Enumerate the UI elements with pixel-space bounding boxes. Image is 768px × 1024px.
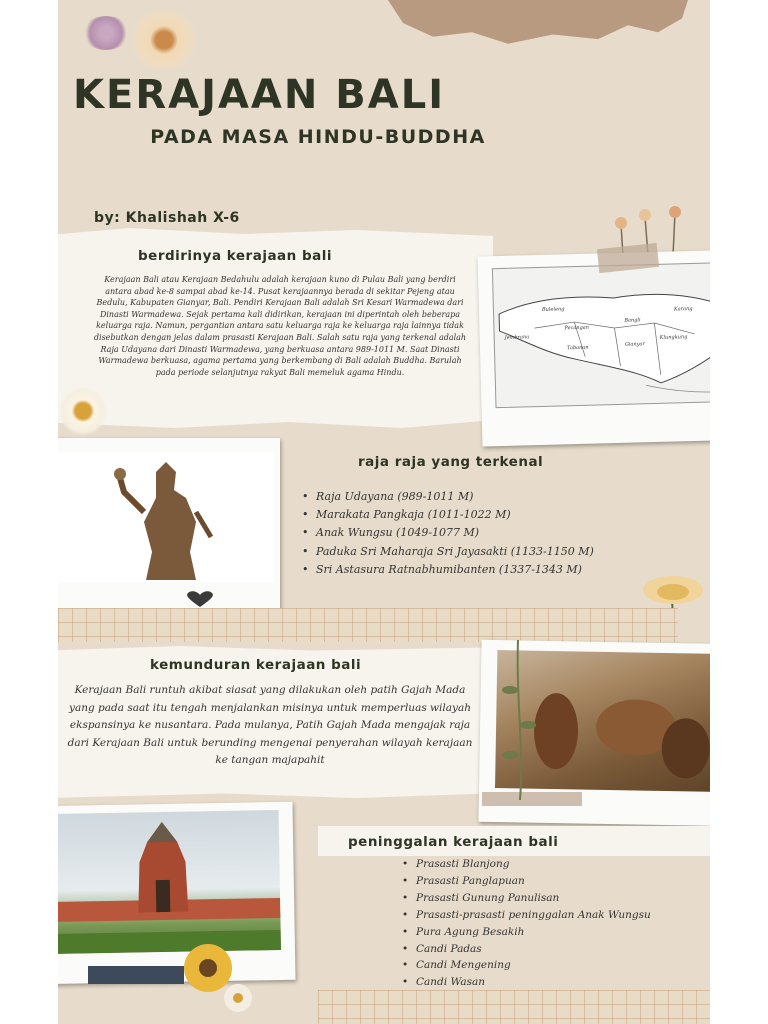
- list-item: • Anak Wungsu (1049-1077 M): [302, 524, 594, 542]
- page-title: KERAJAAN BALI: [73, 72, 446, 118]
- raja-list: [302, 488, 594, 579]
- sunflower-icon: [168, 938, 258, 1018]
- statue-image: [58, 452, 274, 582]
- page-subtitle: PADA MASA HINDU-BUDDHA: [150, 126, 486, 148]
- bali-map-image: [492, 262, 710, 408]
- torn-paper-decoration: [388, 0, 688, 46]
- list-item: • Sri Astasura Ratnabhumibanten (1337-1343 M): [302, 561, 594, 579]
- heart-icon: [185, 590, 215, 608]
- list-item: • Marakata Pangkaja (1011-1022 M): [302, 506, 594, 524]
- map-label: Klungkung: [659, 334, 688, 341]
- daisy-flower-icon: [128, 10, 200, 70]
- list-item: • Candi Mengening: [402, 957, 651, 974]
- list-item: • Raja Udayana (989-1011 M): [302, 488, 594, 506]
- map-label: Jembrana: [504, 334, 530, 341]
- daisy-flower-icon: [58, 386, 108, 436]
- map-label: Karang: [673, 305, 693, 313]
- berdirinya-body: Kerajaan Bali atau Kerajaan Bedahulu adalah kerajaan kuno di Pulau Bali yang berdiri antara abad ke-8 sampai abad ke-14. Pusat kerajaannya berada di sekitar Pejeng atau Bedulu, Kabupaten Gianyar, Bali. Pendiri Kerajaan Bali adalah Sri Kesari Warmadewa dari Dinasti Warmadewa. Sejak pertama kali didirikan, kerajaan ini diperintah oleh beberapa keluarga raja. Namun, pergantian antara satu keluarga raja ke keluarga raja lainnya tidak disebutkan dengan jelas dalam prasasti Kerajaan Bali. Salah satu raja yang terkenal adalah Raja Udayana dari Dinasti Warmadewa, yang berkuasa antara 989-1011 M. Saat Dinasti Warmadewa berkuasa, agama pertama yang berkembang di Bali adalah Buddha. Barulah pada periode selanjutnya rakyat Bali memeluk agama Hindu.: [93, 275, 467, 377]
- list-item: • Paduka Sri Maharaja Sri Jayasakti (1133-1150 M): [302, 543, 594, 561]
- list-item: • Candi Wasan: [402, 974, 651, 991]
- author-byline: by: Khalishah X-6: [94, 210, 240, 226]
- map-label: Gianyar: [624, 341, 645, 348]
- grid-paper-strip: [318, 990, 710, 1024]
- kemunduran-heading: kemunduran kerajaan bali: [150, 657, 362, 673]
- peninggalan-heading: peninggalan kerajaan bali: [348, 834, 559, 850]
- peninggalan-list: [402, 856, 651, 991]
- list-item: • Candi Padas: [402, 941, 651, 958]
- berdirinya-heading: berdirinya kerajaan bali: [138, 248, 332, 264]
- list-item: • Prasasti Blanjong: [402, 856, 651, 873]
- list-item: • Prasasti Gunung Panulisan: [402, 890, 651, 907]
- dried-flower-icon: [82, 16, 130, 50]
- kemunduran-body: Kerajaan Bali runtuh akibat siasat yang dilakukan oleh patih Gajah Mada yang pada saat itu tengah menjalankan misinya untuk memperluas wilayah ekspansinya ke nusantara. Pada mulanya, Patih Gajah Mada mengajak raja dari Kerajaan Bali untuk berunding mengenai penyerahan wilayah kerajaan ke tangan majapahit: [67, 684, 473, 767]
- temple-gate-image: [58, 810, 281, 954]
- map-label: Bangli: [624, 317, 641, 324]
- list-item: • Prasasti-prasasti peninggalan Anak Wungsu: [402, 907, 651, 924]
- map-label: Buleleng: [541, 306, 565, 313]
- grid-paper-strip: [58, 608, 678, 642]
- plant-stem-icon: [498, 640, 538, 800]
- raja-heading: raja raja yang terkenal: [358, 454, 544, 470]
- map-photo-frame: [478, 249, 710, 446]
- list-item: • Prasasti Panglapuan: [402, 873, 651, 890]
- poster: [58, 0, 710, 1024]
- list-item: • Pura Agung Besakih: [402, 924, 651, 941]
- map-label: Pecangan: [564, 324, 590, 332]
- map-label: Tabanan: [566, 344, 589, 352]
- statue-photo-frame: [58, 438, 280, 620]
